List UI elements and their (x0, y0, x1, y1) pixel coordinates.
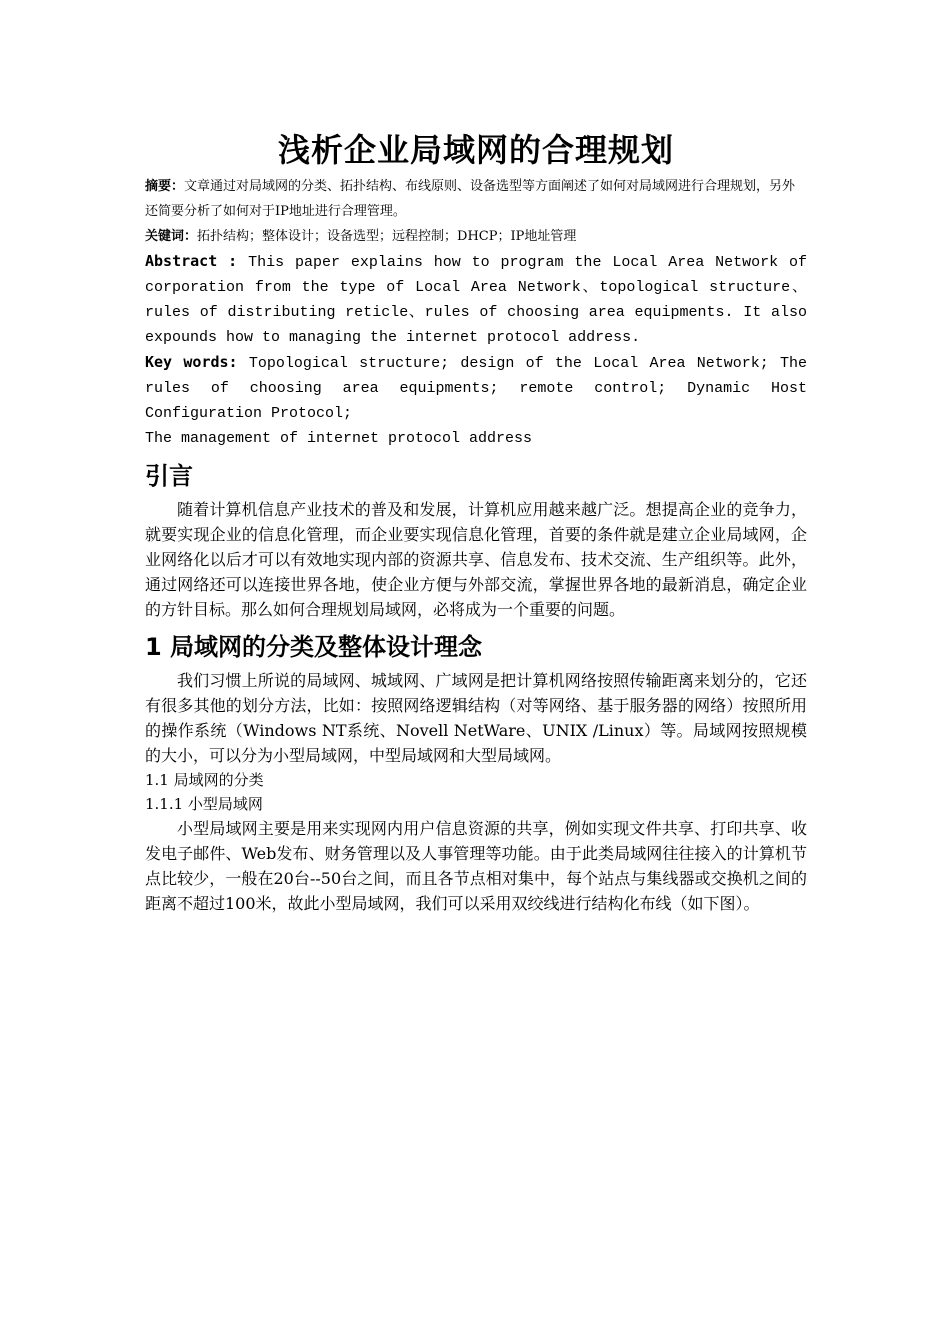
keywords-en (145, 350, 807, 426)
subsection-1-1: 1.1 局域网的分类 (145, 771, 264, 789)
abstract-cn (145, 174, 807, 224)
keywords-en-text: Topological structure; design of the Local Area Network; The rules of choosing area equipments; remote control; Dynamic Host Configuration Protocol; (145, 355, 808, 422)
section1-paragraph: 我们习惯上所说的局域网、城域网、广域网是把计算机网络按照传输距离来划分的，它还有很多其他的划分方法，比如：按照网络逻辑结构（对等网络、基于服务器的网络）按照所用的操作系统（Windows NT系统、Novell NetWare、UNIX /Linux）等。局域网按照规模的大小，可以分为小型局域网，中型局域网和大型局域网。 (145, 671, 807, 765)
abstract-en-text: This paper explains how to program the Local Area Network of corporation from the type of Local Area Network、topological structure、rules of distributing reticle、rules of choosing area equipments. It also expounds how to managing the internet protocol address. (145, 254, 808, 346)
abstract-en-label: Abstract : (145, 252, 238, 270)
keywords-label: 关键词： (145, 229, 198, 244)
subsection-1-1-1: 1.1.1 小型局域网 (145, 795, 263, 813)
keywords-cn (145, 224, 807, 249)
keywords-en-label: Key words: (145, 353, 238, 371)
paper-title: 浅析企业局域网的合理规划 (277, 131, 674, 169)
keywords-en-line2: The management of internet protocol address (145, 430, 533, 447)
abstract-en (145, 249, 807, 350)
abstract-text: 文章通过对局域网的分类、拓扑结构、布线原则、设备选型等方面阐述了如何对局域网进行合理规划，另外还简要分析了如何对于IP地址进行合理管理。 (145, 179, 796, 219)
abstract-label: 摘要： (145, 179, 185, 194)
keywords-text: 拓扑结构；整体设计；设备选型；远程控制；DHCP；IP地址管理 (197, 229, 577, 244)
subsection-1-1-1-paragraph: 小型局域网主要是用来实现网内用户信息资源的共享，例如实现文件共享、打印共享、收发电子邮件、Web发布、财务管理以及人事管理等功能。由于此类局域网往往接入的计算机节点比较少，一般在20台--50台之间，而且各节点相对集中，每个站点与集线器或交换机之间的距离不超过100米，故此小型局域网，我们可以采用双绞线进行结构化布线（如下图）。 (145, 819, 807, 913)
intro-paragraph: 随着计算机信息产业技术的普及和发展，计算机应用越来越广泛。想提高企业的竞争力，就要实现企业的信息化管理，而企业要实现信息化管理，首要的条件就是建立企业局域网，企业网络化以后才可以有效地实现内部的资源共享、信息发布、技术交流、生产组织等。此外，通过网络还可以连接世界各地，使企业方便与外部交流，掌握世界各地的最新消息，确定企业的方针目标。那么如何合理规划局域网，必将成为一个重要的问题。 (145, 500, 807, 619)
intro-heading: 引言 (145, 462, 193, 490)
document-body (145, 128, 807, 916)
section1-heading: 1 局域网的分类及整体设计理念 (145, 633, 483, 661)
